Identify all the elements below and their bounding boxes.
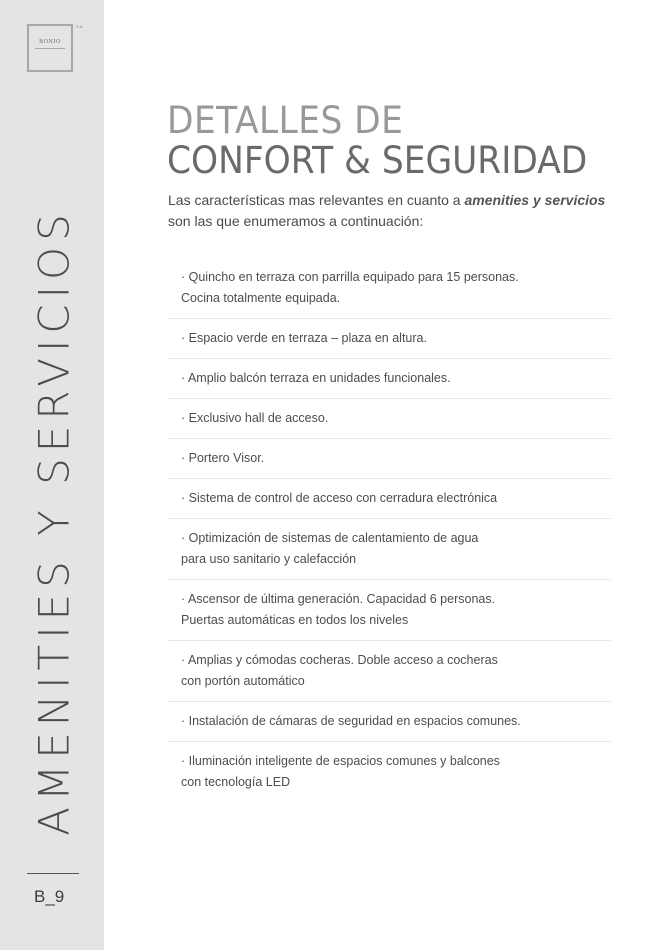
feature-text-cont: Cocina totalmente equipada. [181,291,341,305]
intro-text-after: son las que enumeramos a continuación: [168,213,424,229]
feature-text: · Exclusivo hall de acceso. [181,411,329,425]
feature-text: · Optimización de sistemas de calentamiento de agua [181,531,479,545]
page-number: B_9 [34,887,65,906]
page-number-divider [27,873,79,874]
feature-text: · Iluminación inteligente de espacios comunes y balcones [181,754,500,768]
feature-text: · Ascensor de última generación. Capacidad 6 personas. [181,592,496,606]
feature-text-cont: con portón automático [181,674,305,688]
logo-text: BONJO [39,39,61,45]
feature-item [168,519,611,580]
feature-item [168,319,611,359]
feature-item [168,479,611,519]
feature-item [168,580,611,641]
feature-item [168,742,611,802]
feature-item [168,359,611,399]
intro-emphasis: amenities y servicios [464,192,606,208]
logo-underline [35,48,65,49]
feature-item [168,399,611,439]
feature-text: · Quincho en terraza con parrilla equipado para 15 personas. [181,270,519,284]
page-title-line1: DETALLES DE [167,99,404,142]
intro-paragraph [168,190,628,232]
brand-logo [27,24,73,72]
feature-item [168,641,611,702]
intro-text-before: Las características mas relevantes en cuanto a [168,192,465,208]
feature-item [168,258,611,319]
feature-item [168,702,611,742]
feature-item [168,439,611,479]
section-vertical-title: AMENITIES Y SERVICIOS [29,208,79,836]
feature-text: · Amplias y cómodas cocheras. Doble acceso a cocheras [181,653,498,667]
feature-text: · Portero Visor. [181,451,265,465]
features-list [168,258,611,802]
sidebar [0,0,104,950]
logo-suffix: S.A. [76,24,84,29]
feature-text: · Sistema de control de acceso con cerradura electrónica [181,491,498,505]
feature-text-cont: para uso sanitario y calefacción [181,552,357,566]
feature-text: · Amplio balcón terraza en unidades funcionales. [181,371,451,385]
feature-text-cont: con tecnología LED [181,775,291,789]
feature-text-cont: Puertas automáticas en todos los niveles [181,613,409,627]
feature-text: · Espacio verde en terraza – plaza en altura. [181,331,427,345]
page-title-line2: CONFORT & SEGURIDAD [167,139,588,182]
feature-text: · Instalación de cámaras de seguridad en espacios comunes. [181,714,521,728]
